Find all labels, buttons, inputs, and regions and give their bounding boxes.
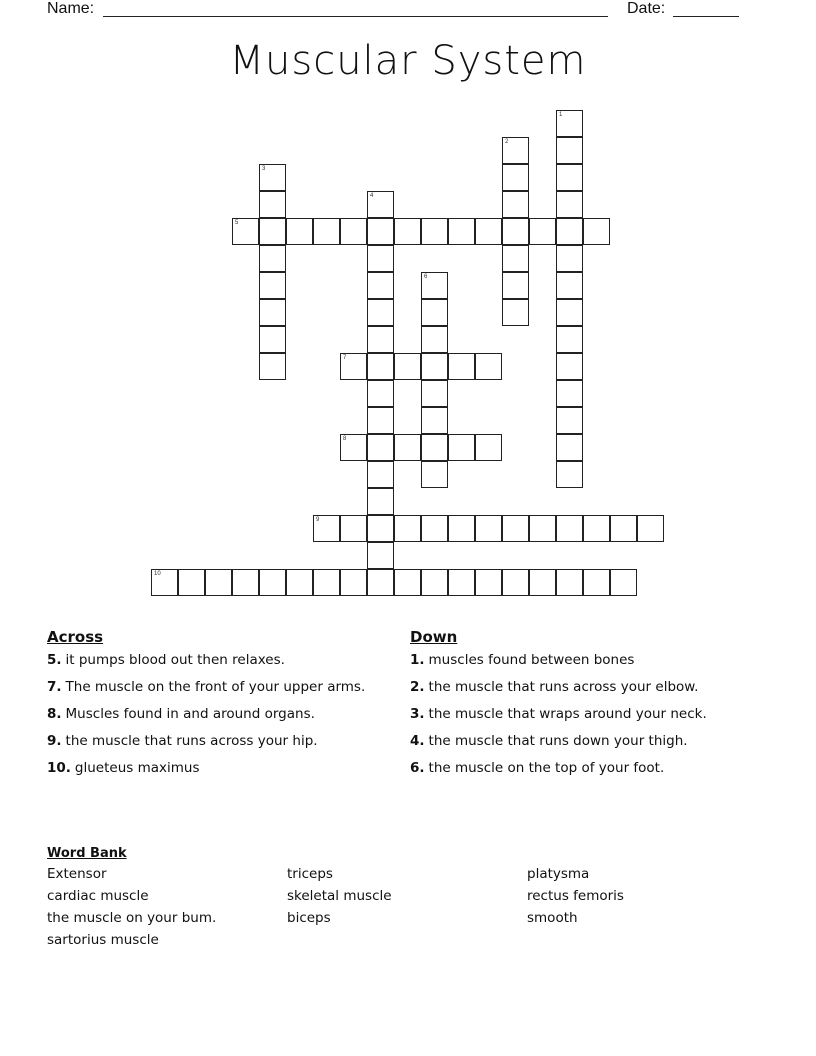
crossword-cell[interactable] [367, 245, 394, 272]
crossword-cell[interactable] [313, 218, 340, 245]
crossword-cell[interactable] [421, 353, 448, 380]
crossword-cell[interactable] [556, 110, 583, 137]
crossword-cell[interactable] [448, 515, 475, 542]
clue-text: glueteus maximus [74, 760, 200, 776]
cell-number: 3 [262, 166, 266, 172]
crossword-cell[interactable] [286, 569, 313, 596]
crossword-cell[interactable] [394, 434, 421, 461]
word-bank-item: cardiac muscle [47, 888, 149, 904]
crossword-cell[interactable] [367, 272, 394, 299]
crossword-cell[interactable] [421, 218, 448, 245]
crossword-cell[interactable] [637, 515, 664, 542]
across-clue [47, 733, 387, 750]
down-clue [410, 652, 750, 669]
crossword-cell[interactable] [367, 434, 394, 461]
across-heading: Across [47, 628, 104, 646]
crossword-cell[interactable] [367, 515, 394, 542]
down-clue [410, 733, 750, 750]
cell-number: 10 [154, 571, 161, 577]
cell-number: 1 [559, 112, 563, 118]
clue-number: 1. [410, 652, 425, 668]
crossword-cell[interactable] [556, 137, 583, 164]
crossword-cell[interactable] [529, 218, 556, 245]
crossword-cell[interactable] [421, 407, 448, 434]
clue-number: 10. [47, 760, 71, 776]
down-clues [410, 628, 750, 787]
crossword-cell[interactable] [340, 353, 367, 380]
clue-text: the muscle that wraps around your neck. [428, 706, 707, 722]
word-bank-item: smooth [527, 910, 578, 926]
crossword-cell[interactable] [502, 164, 529, 191]
clue-number: 7. [47, 679, 62, 695]
crossword-cell[interactable] [502, 191, 529, 218]
crossword-cell[interactable] [232, 218, 259, 245]
crossword-cell[interactable] [259, 191, 286, 218]
crossword-cell[interactable] [556, 515, 583, 542]
clue-number: 4. [410, 733, 425, 749]
across-clue [47, 706, 387, 723]
clue-text: The muscle on the front of your upper arms. [65, 679, 366, 695]
crossword-cell[interactable] [421, 272, 448, 299]
crossword-cell[interactable] [394, 353, 421, 380]
crossword-cell[interactable] [556, 434, 583, 461]
word-bank-item: biceps [287, 910, 331, 926]
crossword-cell[interactable] [313, 569, 340, 596]
crossword-cell[interactable] [502, 515, 529, 542]
crossword-cell[interactable] [340, 434, 367, 461]
clue-number: 3. [410, 706, 425, 722]
crossword-cell[interactable] [421, 434, 448, 461]
crossword-cell[interactable] [475, 434, 502, 461]
across-clue [47, 760, 387, 777]
clue-text: it pumps blood out then relaxes. [65, 652, 285, 668]
crossword-cell[interactable] [259, 218, 286, 245]
crossword-cell[interactable] [583, 569, 610, 596]
word-bank-item: the muscle on your bum. [47, 910, 217, 926]
down-clue [410, 760, 750, 777]
word-bank [47, 846, 767, 950]
across-clues [47, 628, 387, 787]
crossword-cell[interactable] [367, 326, 394, 353]
crossword-cell[interactable] [394, 218, 421, 245]
crossword-cell[interactable] [421, 299, 448, 326]
crossword-cell[interactable] [421, 380, 448, 407]
crossword-cell[interactable] [421, 515, 448, 542]
crossword-cell[interactable] [313, 515, 340, 542]
name-blank-line[interactable] [103, 16, 608, 17]
crossword-cell[interactable] [529, 515, 556, 542]
crossword-cell[interactable] [475, 569, 502, 596]
word-bank-list [47, 865, 767, 950]
clue-number: 2. [410, 679, 425, 695]
crossword-cell[interactable] [259, 299, 286, 326]
clue-number: 8. [47, 706, 62, 722]
crossword-cell[interactable] [448, 434, 475, 461]
crossword-cell[interactable] [502, 137, 529, 164]
crossword-cell[interactable] [556, 164, 583, 191]
clue-number: 9. [47, 733, 62, 749]
clue-text: the muscle that runs across your elbow. [428, 679, 699, 695]
crossword-cell[interactable] [394, 515, 421, 542]
crossword-cell[interactable] [367, 569, 394, 596]
crossword-cell[interactable] [556, 326, 583, 353]
date-label: Date: [627, 0, 666, 17]
clue-text: the muscle that runs across your hip. [65, 733, 318, 749]
word-bank-item: rectus femoris [527, 888, 624, 904]
crossword-cell[interactable] [502, 245, 529, 272]
cell-number: 4 [370, 193, 374, 199]
clue-text: the muscle that runs down your thigh. [428, 733, 688, 749]
across-clue [47, 652, 387, 669]
crossword-cell[interactable] [367, 461, 394, 488]
clue-text: the muscle on the top of your foot. [428, 760, 665, 776]
crossword-cell[interactable] [367, 191, 394, 218]
crossword-cell[interactable] [502, 569, 529, 596]
crossword-cell[interactable] [421, 326, 448, 353]
word-bank-item: Extensor [47, 866, 107, 882]
page-title: Muscular System [229, 38, 587, 84]
crossword-cell[interactable] [475, 515, 502, 542]
crossword-cell[interactable] [394, 569, 421, 596]
crossword-cell[interactable] [151, 569, 178, 596]
word-bank-item: skeletal muscle [287, 888, 392, 904]
word-bank-item: sartorius muscle [47, 932, 159, 948]
crossword-cell[interactable] [556, 191, 583, 218]
crossword-cell[interactable] [556, 299, 583, 326]
clue-number: 5. [47, 652, 62, 668]
crossword-cell[interactable] [556, 569, 583, 596]
crossword-cell[interactable] [367, 488, 394, 515]
crossword-cell[interactable] [232, 569, 259, 596]
crossword-cell[interactable] [340, 569, 367, 596]
cell-number: 9 [316, 517, 320, 523]
crossword-cell[interactable] [205, 569, 232, 596]
crossword-cell[interactable] [259, 245, 286, 272]
word-bank-item: triceps [287, 866, 333, 882]
cell-number: 5 [235, 220, 239, 226]
crossword-cell[interactable] [421, 461, 448, 488]
crossword-cell[interactable] [502, 299, 529, 326]
crossword-cell[interactable] [259, 353, 286, 380]
crossword-cell[interactable] [556, 245, 583, 272]
down-heading: Down [410, 628, 458, 646]
cell-number: 7 [343, 355, 347, 361]
crossword-cell[interactable] [556, 461, 583, 488]
crossword-cell[interactable] [448, 569, 475, 596]
crossword-cell[interactable] [556, 407, 583, 434]
crossword-cell[interactable] [367, 380, 394, 407]
crossword-cell[interactable] [340, 218, 367, 245]
crossword-cell[interactable] [286, 218, 313, 245]
cell-number: 8 [343, 436, 347, 442]
crossword-cell[interactable] [583, 515, 610, 542]
crossword-cell[interactable] [340, 515, 367, 542]
crossword-cell[interactable] [367, 407, 394, 434]
crossword-cell[interactable] [529, 569, 556, 596]
crossword-cell[interactable] [475, 353, 502, 380]
clue-number: 6. [410, 760, 425, 776]
crossword-cell[interactable] [448, 353, 475, 380]
crossword-cell[interactable] [556, 218, 583, 245]
crossword-cell[interactable] [367, 353, 394, 380]
crossword-cell[interactable] [259, 272, 286, 299]
crossword-cell[interactable] [475, 218, 502, 245]
crossword-cell[interactable] [448, 218, 475, 245]
crossword-cell[interactable] [259, 569, 286, 596]
clue-text: muscles found between bones [428, 652, 635, 668]
crossword-cell[interactable] [178, 569, 205, 596]
down-clue [410, 679, 750, 696]
crossword-cell[interactable] [610, 515, 637, 542]
cell-number: 2 [505, 139, 509, 145]
worksheet-header [0, 0, 816, 22]
crossword-cell[interactable] [502, 218, 529, 245]
crossword-cell[interactable] [367, 218, 394, 245]
crossword-cell[interactable] [583, 218, 610, 245]
across-clue [47, 679, 387, 696]
date-blank-line[interactable] [673, 16, 739, 17]
down-clue [410, 706, 750, 723]
word-bank-item: platysma [527, 866, 590, 882]
crossword-cell[interactable] [259, 326, 286, 353]
crossword-cell[interactable] [556, 353, 583, 380]
crossword-cell[interactable] [367, 542, 394, 569]
word-bank-heading: Word Bank [47, 846, 127, 861]
crossword-cell[interactable] [421, 569, 448, 596]
clue-text: Muscles found in and around organs. [65, 706, 315, 722]
crossword-cell[interactable] [610, 569, 637, 596]
name-label: Name: [47, 0, 95, 17]
crossword-cell[interactable] [556, 380, 583, 407]
crossword-cell[interactable] [502, 272, 529, 299]
crossword-cell[interactable] [259, 164, 286, 191]
cell-number: 6 [424, 274, 428, 280]
crossword-cell[interactable] [556, 272, 583, 299]
crossword-cell[interactable] [367, 299, 394, 326]
